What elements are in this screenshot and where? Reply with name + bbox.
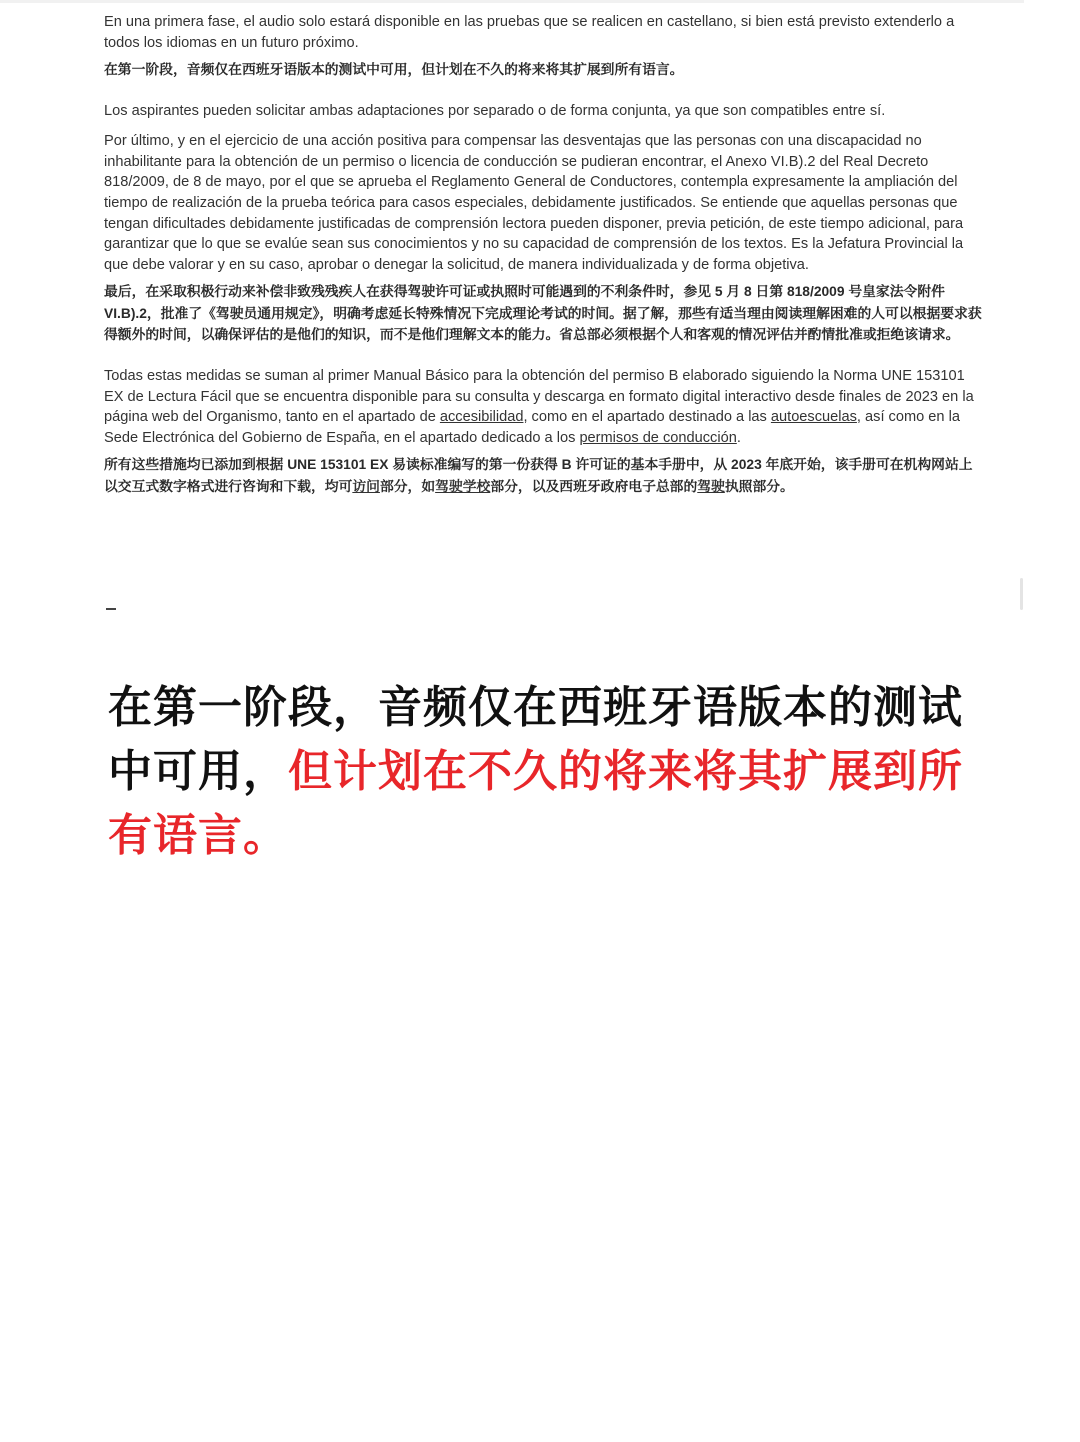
dash-mark (106, 608, 116, 610)
text: 部分，如 (379, 478, 436, 494)
text: , así como en la Sede Electrónica del Gobierno de España, en el apartado dedicado a los (104, 409, 960, 446)
text: Todas estas medidas se suman al primer Manual Básico para la obtención del permiso B elaborado siguiendo la Norma UNE 153101 EX de Lectura Fácil que se encuentra disponible para su consulta y descarga en formato digital interactivo desde finales de 2023 en la página web del Organismo, tanto en el apartado de (104, 367, 974, 426)
caption-normal: 在第一阶段，音频仅在西班牙语版本的测试中可用， (108, 682, 963, 797)
link-access-zh[interactable]: 访问 (352, 478, 380, 494)
link-permisos-de-conduccion[interactable]: permisos de conducción (579, 429, 737, 446)
link-accesibilidad[interactable]: accesibilidad (439, 409, 524, 426)
paragraph-audio-translation: 在第一阶段，音频仅在西班牙语版本的测试中可用，但计划在不久的将来将其扩展到所有语言。 (104, 62, 684, 78)
paragraph-extra-time: Por último, y en el ejercicio de una acción positiva para compensar las desventajas que las personas con una discapacidad no inhabilitante para la obtención de un permiso o licencia de conducción se pudieran encontrar, el Anexo VI.B).2 del Real Decreto 818/2009, de 8 de mayo, por el que se aprueba el Reglamento General de Conductores, contempla expresamente la ampliación del tiempo de realización de la prueba teórica para casos especiales, debidamente justificados. Se entiende que aquellas personas que tengan dificultades debidamente justificadas de comprensión lectora pueden disponer, previa petición, de este tiempo adicional, para garantizar que lo que se evalúe sean sus conocimientos y no su capacidad de comprensión de los textos. Es la Jefatura Provincial la que debe valorar y en su caso, aprobar o denegar la solicitud, de manera individualizada y de forma objetiva. (104, 133, 964, 273)
paragraph-manual (104, 366, 984, 448)
link-driving-schools-zh[interactable]: 驾驶学校 (435, 478, 491, 494)
text: 执照部分。 (724, 478, 794, 494)
caption (108, 676, 968, 868)
paragraph-extra-time-translation: 最后，在采取积极行动来补偿非致残残疾人在获得驾驶许可证或执照时可能遇到的不利条件时，参见 5 月 8 日第 818/2009 号皇家法令附件 VI.B).2，批准了《驾驶员通用规定》，明确考虑延长特殊情况下完成理论考试的时间。据了解，那些有适当理由阅读理解困难的人可以根据要求获得额外的时间，以确保评估的是他们的知识，而不是他们理解文本的能力。省总部必须根据个人和客观的情况评估并酌情批准或拒绝该请求。 (104, 284, 982, 343)
paragraph-adaptations: Los aspirantes pueden solicitar ambas adaptaciones por separado o de forma conjunta, ya que son compatibles entre sí. (104, 102, 886, 119)
text: , como en el apartado destinado a las (523, 409, 771, 426)
scrollbar[interactable] (1020, 578, 1023, 610)
text: . (736, 429, 741, 446)
paragraph-manual-translation (104, 454, 984, 497)
text: 所有这些措施均已添加到根据 UNE 153101 EX 易读标准编写的第一份获得 B 许可证的基本手册中，从 2023 年底开始，该手册可在机构网站上以交互式数字格式进行咨询和下载，均可 (104, 457, 973, 494)
text: 部分，以及西班牙政府电子总部的 (490, 478, 698, 494)
link-autoescuelas[interactable]: autoescuelas (770, 409, 857, 426)
link-driving-zh[interactable]: 驾驶 (697, 478, 725, 494)
article-body (104, 12, 984, 503)
top-divider (0, 0, 1024, 3)
caption-highlight: 但计划在不久的将来将其扩展到所有语言。 (108, 746, 963, 861)
paragraph-audio: En una primera fase, el audio solo estará disponible en las pruebas que se realicen en castellano, si bien está previsto extenderlo a todos los idiomas en un futuro próximo. (104, 14, 955, 51)
